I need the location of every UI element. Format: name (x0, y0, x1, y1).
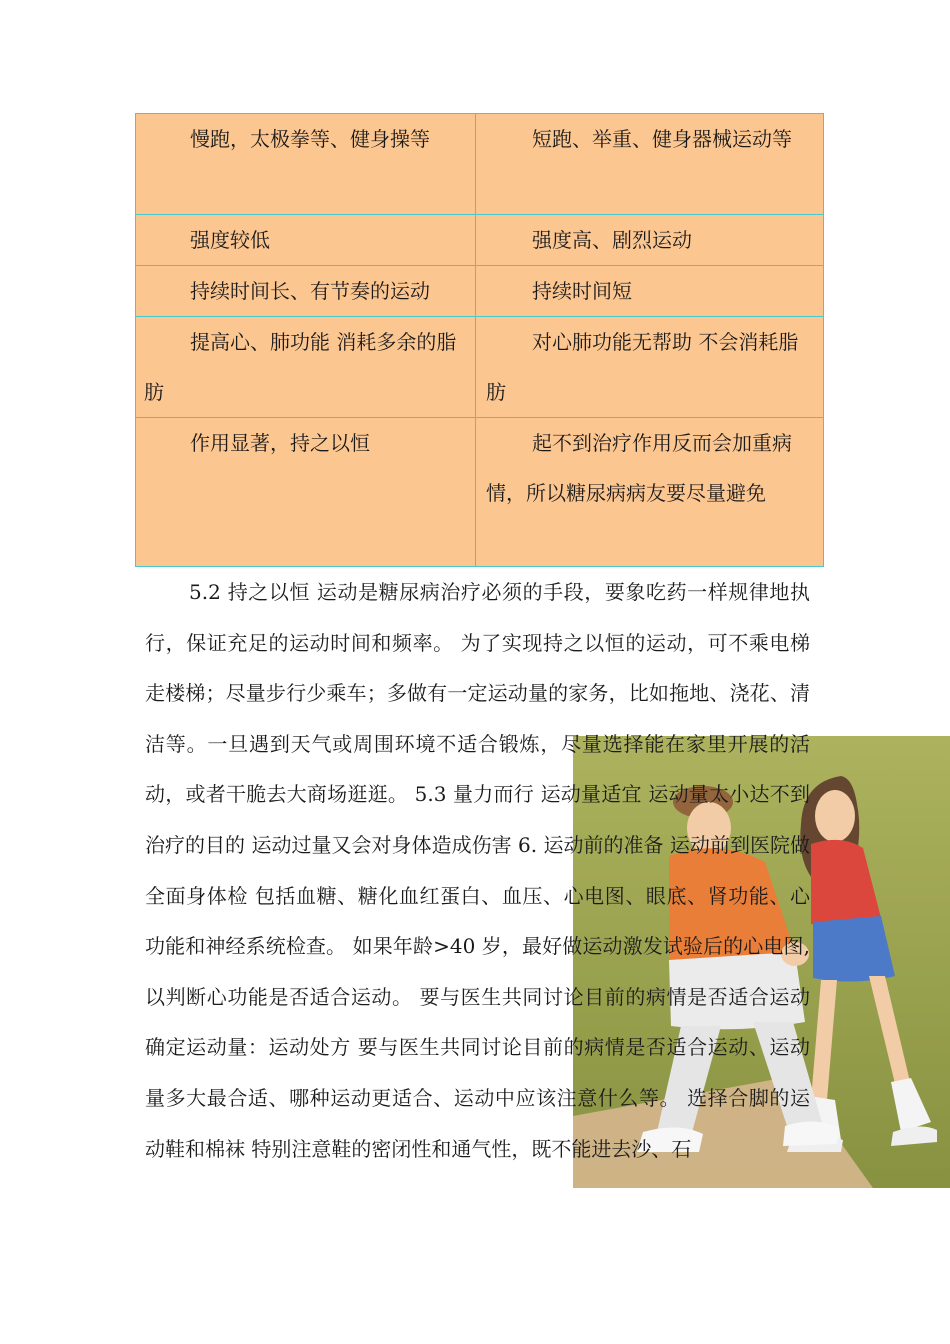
table-cell-right: 起不到治疗作用反而会加重病情，所以糖尿病病友要尽量避免 (476, 418, 824, 567)
table-row (136, 266, 824, 317)
table-row (136, 114, 824, 215)
table-cell-left: 持续时间长、有节奏的运动 (136, 266, 476, 317)
table-cell-right: 短跑、举重、健身器械运动等 (476, 114, 824, 215)
table-cell-left: 强度较低 (136, 215, 476, 266)
table-cell-right: 持续时间短 (476, 266, 824, 317)
body-paragraph: 5.2 持之以恒 运动是糖尿病治疗必须的手段，要象吃药一样规律地执行，保证充足的运动时间和频率。 为了实现持之以恒的运动，可不乘电梯走楼梯；尽量步行少乘车；多做有一定运动量的家务，比如拖地、浇花、清洁等。一旦遇到天气或周围环境不适合锻炼，尽量选择能在家里开展的活动，或者干脆去大商场逛逛。 5.3 量力而行 运动量适宜 运动量太小达不到治疗的目的 运动过量又会对身体造成伤害 6. 运动前的准备 运动前到医院做全面身体检 包括血糖、糖化血红蛋白、血压、心电图、眼底、肾功能、心功能和神经系统检查。 如果年龄>40 岁，最好做运动激发试验后的心电图,以判断心功能是否适合运动。 要与医生共同讨论目前的病情是否适合运动 确定运动量：运动处方 要与医生共同讨论目前的病情是否适合运动、运动量多大最合适、哪种运动更适合、运动中应该注意什么等。 选择合脚的运动鞋和棉袜 特别注意鞋的密闭性和通气性，既不能进去沙、石 (145, 580, 810, 1161)
table-cell-right: 强度高、剧烈运动 (476, 215, 824, 266)
table-row (136, 418, 824, 567)
table-row (136, 317, 824, 418)
table-cell-right: 对心肺功能无帮助 不会消耗脂肪 (476, 317, 824, 418)
table-row (136, 215, 824, 266)
table-cell-left: 慢跑，太极拳等、健身操等 (136, 114, 476, 215)
table-cell-left: 作用显著，持之以恒 (136, 418, 476, 567)
table-cell-left: 提高心、肺功能 消耗多余的脂肪 (136, 317, 476, 418)
exercise-comparison-table (135, 113, 824, 567)
